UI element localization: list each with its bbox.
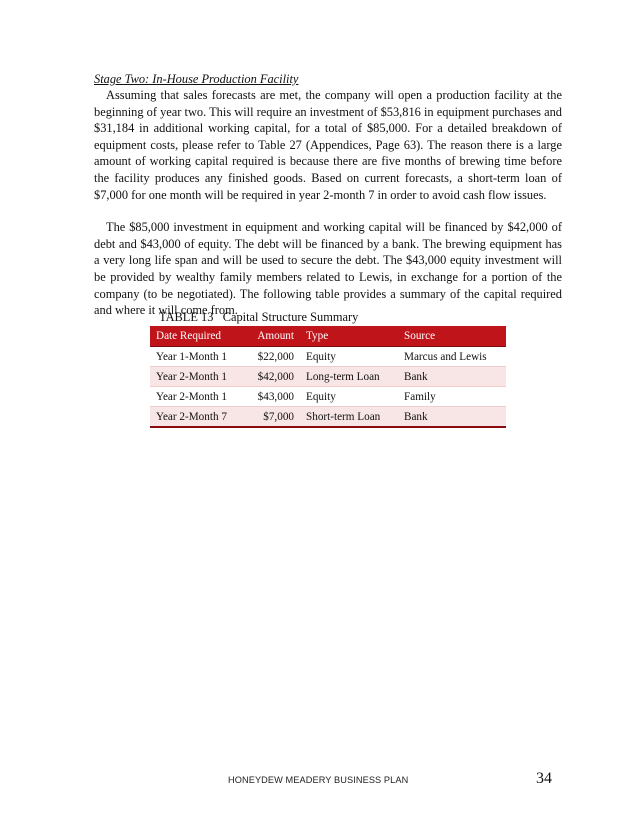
cell-type: Long-term Loan — [300, 367, 398, 387]
cell-date: Year 2-Month 1 — [150, 387, 246, 407]
capital-structure-table — [150, 326, 506, 428]
paragraph-financing: The $85,000 investment in equipment and working capital will be financed by $42,000 of debt and $43,000 of equity. The debt will be financed by a bank. The brewing equipment has a very long life span and will be used to secure the debt. The $43,000 equity investment will be provided by wealthy family members related to Lewis, in exchange for a portion of the company (to be negotiated). The following table provides a summary of the capital required and where it will come from. — [94, 220, 562, 318]
header-type: Type — [300, 326, 398, 347]
table-caption: TABLE 13 Capital Structure Summary — [159, 310, 359, 324]
cell-amount: $43,000 — [246, 387, 300, 407]
cell-type: Short-term Loan — [300, 407, 398, 428]
table-row — [150, 407, 506, 428]
cell-source: Family — [398, 387, 506, 407]
header-amount: Amount — [246, 326, 300, 347]
table-header-row — [150, 326, 506, 347]
cell-type: Equity — [300, 387, 398, 407]
header-date-required: Date Required — [150, 326, 246, 347]
cell-date: Year 2-Month 1 — [150, 367, 246, 387]
cell-source: Bank — [398, 367, 506, 387]
paragraph-production-facility: Assuming that sales forecasts are met, the company will open a production facility at the beginning of year two. This will require an investment of $53,816 in equipment purchases and $31,184 in additional working capital, for a total of $85,000. For a detailed breakdown of equipment costs, please refer to Table 27 (Appendices, Page 63). The reason there is a large amount of working capital required is because there are five months of brewing time before the facility produces any finished goods. Based on current forecasts, a short-term loan of $7,000 for one month will be required in year 2-month 7 in order to avoid cash flow issues. — [94, 88, 562, 202]
document-body — [94, 71, 562, 319]
cell-source: Bank — [398, 407, 506, 428]
cell-type: Equity — [300, 347, 398, 367]
cell-date: Year 2-Month 7 — [150, 407, 246, 428]
cell-amount: $7,000 — [246, 407, 300, 428]
table-row — [150, 347, 506, 367]
cell-amount: $42,000 — [246, 367, 300, 387]
cell-date: Year 1-Month 1 — [150, 347, 246, 367]
cell-source: Marcus and Lewis — [398, 347, 506, 367]
capital-structure-table-block — [150, 309, 506, 428]
footer-title: HONEYDEW MEADERY BUSINESS PLAN — [228, 775, 409, 785]
header-source: Source — [398, 326, 506, 347]
page-number: 34 — [536, 770, 552, 787]
cell-amount: $22,000 — [246, 347, 300, 367]
table-row — [150, 367, 506, 387]
section-heading: Stage Two: In-House Production Facility — [94, 72, 299, 86]
table-row — [150, 387, 506, 407]
